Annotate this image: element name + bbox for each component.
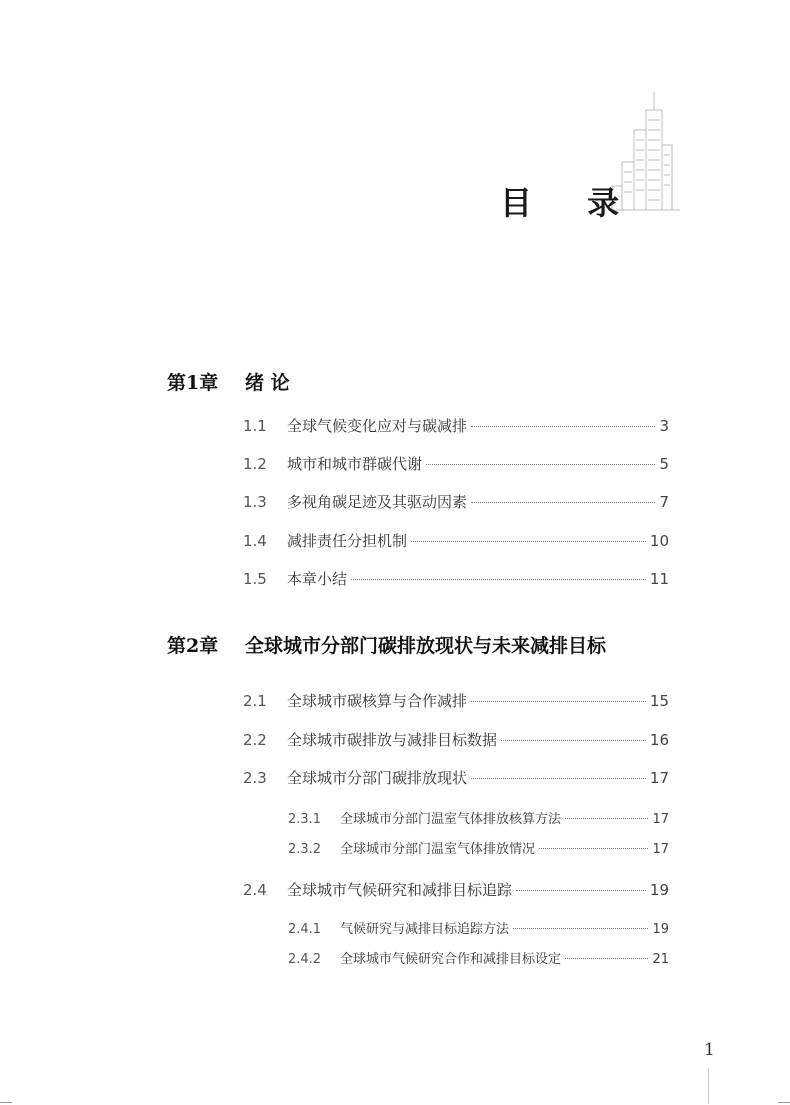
toc-entry[interactable]	[243, 530, 669, 552]
chapter-label: 第1章	[167, 372, 219, 394]
subsection-number: 2.3.1	[288, 812, 322, 827]
subsection-title: 全球城市分部门温室气体排放核算方法	[340, 812, 562, 827]
section-title: 全球城市碳核算与合作减排	[287, 692, 468, 710]
page-ref: 19	[649, 881, 669, 899]
toc-entry[interactable]	[243, 568, 669, 590]
page-ref: 17	[652, 812, 669, 827]
toc-entry[interactable]	[243, 879, 669, 901]
section-title: 全球气候变化应对与碳减排	[287, 417, 468, 435]
crop-mark	[778, 1102, 790, 1103]
section-number: 1.5	[243, 570, 267, 588]
margin-rule	[708, 1068, 709, 1104]
toc-subentry[interactable]	[288, 808, 669, 830]
page-ref: 17	[649, 769, 669, 787]
page-ref: 7	[659, 493, 669, 511]
toc-subentry[interactable]	[288, 948, 669, 970]
section-title: 多视角碳足迹及其驱动因素	[287, 493, 468, 511]
dot-leader	[471, 502, 655, 503]
page-ref: 15	[649, 692, 669, 710]
page-ref: 11	[649, 570, 669, 588]
dot-leader	[471, 426, 655, 427]
page-ref: 17	[652, 842, 669, 857]
section-title: 城市和城市群碳代谢	[287, 455, 423, 473]
toc-subentry[interactable]	[288, 838, 669, 860]
chapter-heading[interactable]	[167, 368, 290, 395]
dot-leader	[471, 778, 646, 779]
toc-entry[interactable]	[243, 453, 669, 475]
dot-leader	[516, 890, 646, 891]
subsection-title: 全球城市分部门温室气体排放情况	[340, 842, 536, 857]
dot-leader	[426, 464, 655, 465]
dot-leader	[411, 541, 646, 542]
dot-leader	[513, 928, 648, 929]
page-ref: 5	[659, 455, 669, 473]
section-title: 减排责任分担机制	[287, 532, 408, 550]
dot-leader	[565, 958, 648, 959]
subsection-number: 2.4.2	[288, 952, 322, 967]
toc-entry[interactable]	[243, 415, 669, 437]
crop-mark	[0, 1102, 12, 1103]
subsection-number: 2.3.2	[288, 842, 322, 857]
dot-leader	[471, 701, 646, 702]
dot-leader	[565, 818, 648, 819]
page-ref: 19	[652, 922, 669, 937]
section-number: 1.1	[243, 417, 267, 435]
page-ref: 3	[659, 417, 669, 435]
toc-entry[interactable]	[243, 491, 669, 513]
page-ref: 16	[649, 731, 669, 749]
chapter-title: 绪 论	[245, 372, 290, 394]
page-ref: 10	[649, 532, 669, 550]
toc-entry[interactable]	[243, 690, 669, 712]
section-number: 2.4	[243, 881, 267, 899]
section-title: 全球城市碳排放与减排目标数据	[287, 731, 498, 749]
toc-title: 目 录	[500, 184, 642, 222]
dot-leader	[351, 579, 646, 580]
chapter-heading[interactable]	[167, 631, 606, 658]
page-number: 1	[704, 1040, 715, 1060]
section-title: 本章小结	[287, 570, 348, 588]
subsection-title: 气候研究与减排目标追踪方法	[340, 922, 510, 937]
section-number: 2.1	[243, 692, 267, 710]
toc-entry[interactable]	[243, 729, 669, 751]
section-number: 1.3	[243, 493, 267, 511]
dot-leader	[501, 740, 646, 741]
section-number: 2.3	[243, 769, 267, 787]
toc-entry[interactable]	[243, 767, 669, 789]
section-title: 全球城市分部门碳排放现状	[287, 769, 468, 787]
subsection-number: 2.4.1	[288, 922, 322, 937]
page-ref: 21	[652, 952, 669, 967]
chapter-title: 全球城市分部门碳排放现状与未来减排目标	[245, 635, 607, 657]
chapter-label: 第2章	[167, 635, 219, 657]
toc-subentry[interactable]	[288, 918, 669, 940]
section-number: 1.2	[243, 455, 267, 473]
section-number: 2.2	[243, 731, 267, 749]
section-number: 1.4	[243, 532, 267, 550]
dot-leader	[539, 848, 648, 849]
subsection-title: 全球城市气候研究合作和减排目标设定	[340, 952, 562, 967]
section-title: 全球城市气候研究和减排目标追踪	[287, 881, 513, 899]
